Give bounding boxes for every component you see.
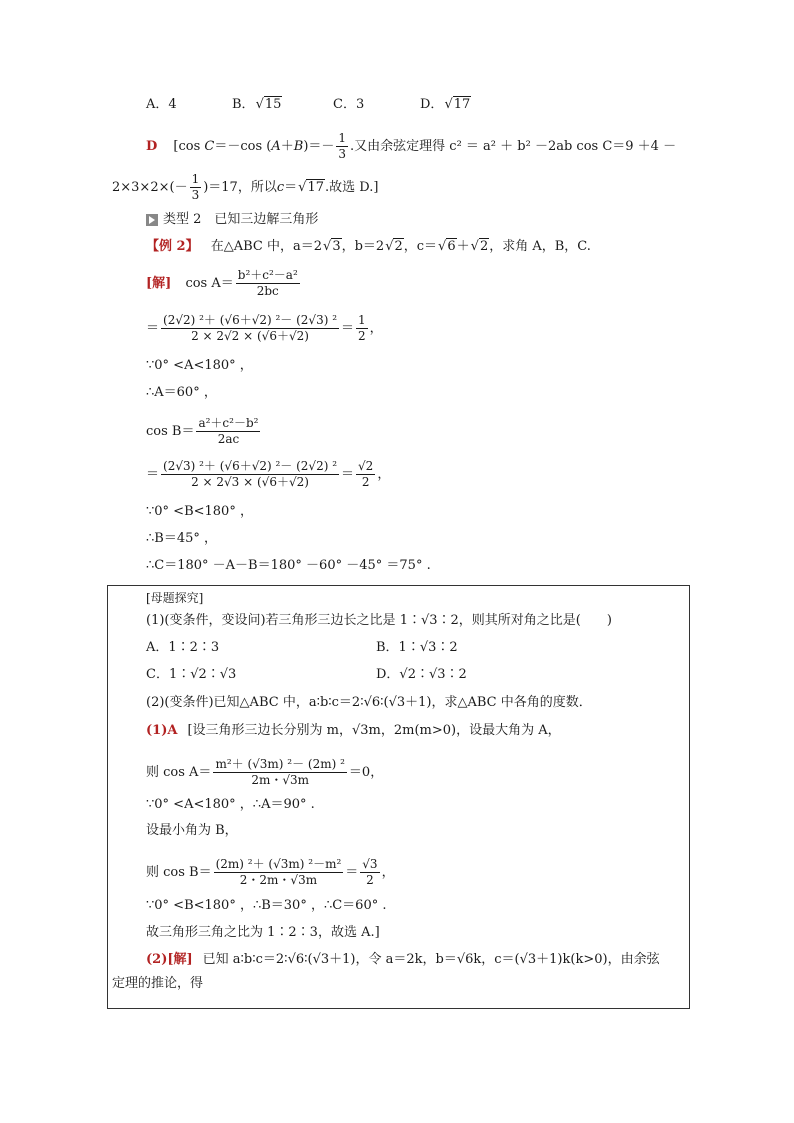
section-heading-type-2: 类型 2 已知三边解三角形: [146, 211, 318, 229]
option-b: B．√15: [232, 97, 282, 112]
answer-label: D: [146, 139, 158, 154]
box-option-c: C．1∶√2∶√3: [146, 667, 237, 682]
option-a: A．4: [146, 97, 177, 112]
box-answer-1-conclusion: 故三角形三角之比为 1∶2∶3，故选 A.]: [146, 925, 380, 940]
solution-1-line-2: 2×3×2×(－ $\frac{1}{3}$ )＝17，所以c＝√17.故选 D.]: [112, 172, 379, 202]
box-title: [母题探究]: [146, 591, 204, 605]
result-A: ∴A＝60° ，: [146, 385, 217, 400]
cosB-formula: cos B＝ $\frac{\text{a²＋c²－b²}}{2ac}$: [146, 416, 259, 446]
option-d: D．√17: [420, 97, 471, 112]
box-answer-1-range-B: ∵0° <B<180° ，∴B＝30° ，∴C＝60° .: [146, 898, 387, 913]
box-answer-2-line-2: 定理的推论，得: [112, 976, 204, 991]
solution-1-line-1: D [cos C＝－cos (A＋B)＝－ $\frac{1}{3}$ .又由余弦定理得 c² ＝ a² ＋ b² －2ab cos C＝9 ＋4 －: [146, 131, 677, 161]
box-question-2: (2)(变条件)已知△ABC 中，a∶b∶c＝2∶√6∶(√3＋1)，求△ABC 中各角的度数．: [146, 695, 592, 710]
box-option-d: D．√2∶√3∶2: [376, 667, 467, 682]
cosA-substitution: ＝ $\frac{\text{(2√2) ²＋ (√6＋√2) ²－ (2√3) ²}}{2 \times 2√2 \times (√6+√2)}$ ＝ $\frac{1}{2}$ ，: [146, 313, 383, 343]
box-option-a: A．1∶2∶3: [146, 640, 220, 655]
box-question-1: (1)(变条件，变设问)若三角形三边长之比是 1∶√3∶2，则其所对角之比是( ): [146, 613, 612, 628]
box-answer-1-cosB: 则 cos B＝ $\frac{\text{(2m) ²＋ (√3m) ²－m²}}{2・2m・√3m}$ ＝ $\frac{√3}{2}$ ，: [146, 857, 395, 887]
box-answer-2-intro: (2)[解] 已知 a∶b∶c＝2∶√6∶(√3＋1)，令 a＝2k，b＝√6k，c＝(√3＋1)k(k>0)，由余弦: [146, 952, 660, 967]
result-B: ∴B＝45° ，: [146, 531, 217, 546]
cosA-formula: [解] cos A＝ $\frac{\text{b²＋c²－a²}}{2bc}$: [146, 268, 298, 298]
range-B: ∵0° <B<180° ，: [146, 504, 253, 519]
play-marker-icon: [146, 214, 158, 226]
option-c: C．3: [333, 97, 365, 112]
box-answer-1-range-A: ∵0° <A<180° ，∴A＝90° .: [146, 797, 315, 812]
example-2-statement: 【例 2】 在△ABC 中，a＝2√3，b＝2√2，c＝√6＋√2，求角 A，B，C.: [146, 239, 591, 254]
box-answer-1-cosA: 则 cos A＝ $\frac{\text{m²＋ (√3m) ²－ (2m) ²}}{2m・√3m}$ ＝0，: [146, 757, 384, 787]
box-answer-1-intro: (1)A [设三角形三边长分别为 m，√3m，2m(m>0)，设最大角为 A，: [146, 723, 561, 738]
cosB-substitution: ＝ $\frac{\text{(2√3) ²＋ (√6＋√2) ²－ (2√2) ²}}{2 \times 2√3 \times (√6+√2)}$ ＝ $\frac{√2}{2}$ ，: [146, 459, 391, 489]
range-A: ∵0° <A<180° ，: [146, 358, 253, 373]
box-answer-1-min-angle: 设最小角为 B，: [146, 823, 238, 838]
box-option-b: B．1∶√3∶2: [376, 640, 458, 655]
result-C: ∴C＝180° －A－B＝180° －60° －45° ＝75° .: [146, 558, 431, 573]
